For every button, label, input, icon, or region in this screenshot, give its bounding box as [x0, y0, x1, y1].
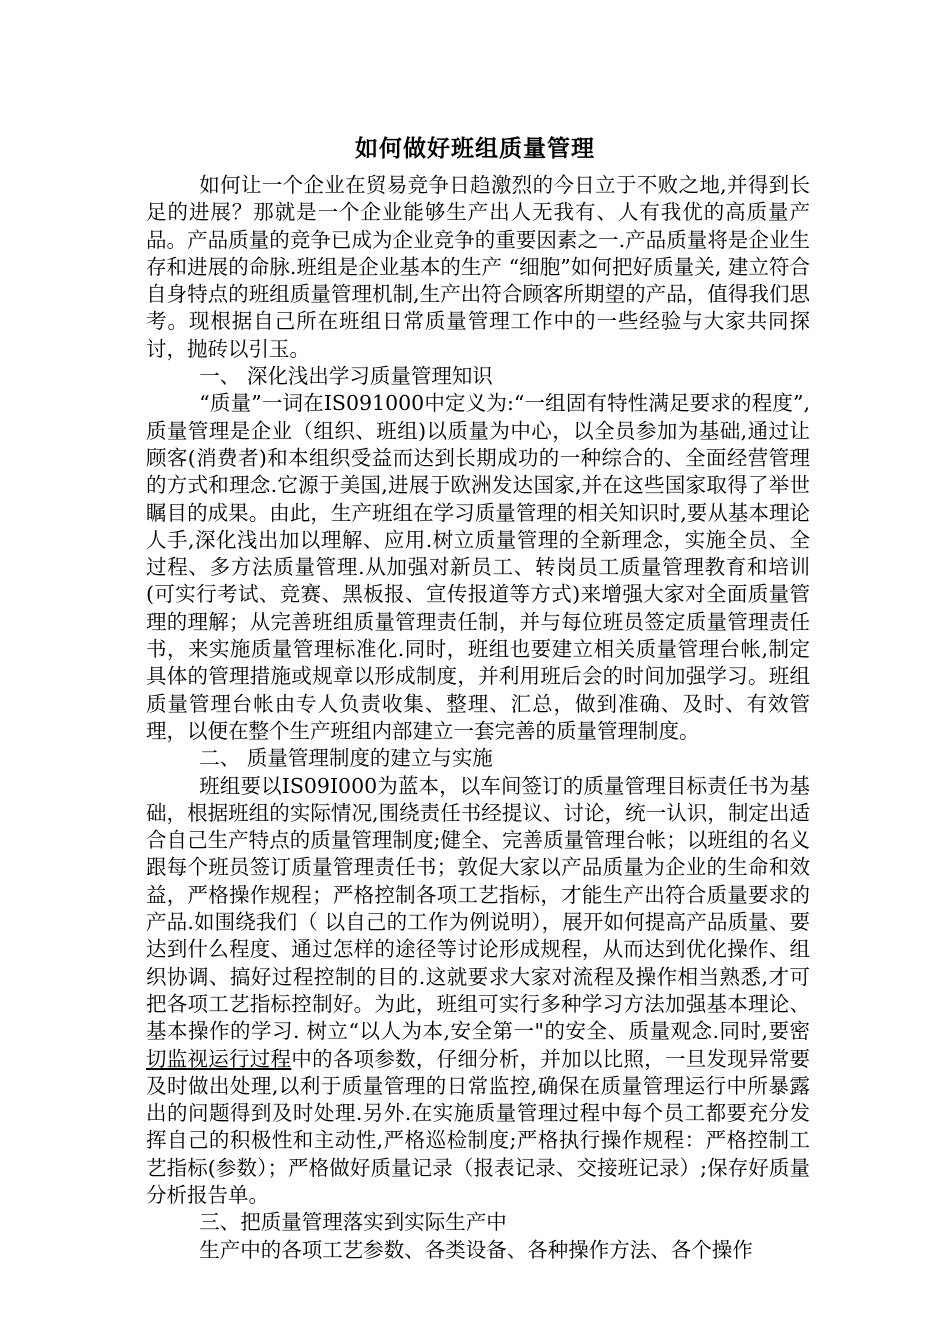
paragraph-section-3: 生产中的各项工艺参数、各类设备、各种操作方法、各个操作 [199, 1237, 753, 1262]
paragraph-section-2-part-2: 中的各项参数，仔细分析，并加以比照，一旦发现异常要及时做出处理,以利于质量管理的日常监控,确保在质量管理运行中所暴露出的问题得到及时处理.另外.在实施质量管理过程中每个员工都要充分发挥自己的积极性和主动性,严格巡检制度;严格执行操作规程：严格控制工艺指标(参数）；严格做好质量记录（报表记录、交接班记录）;保存好质量分析报告单。 [146, 1046, 811, 1207]
document-title: 如何做好班组质量管理 [355, 135, 595, 162]
paragraph-section-2-part-1: 班组要以IS09I000为蓝本，以车间签订的质量管理目标责任书为基础，根据班组的实际情况,围绕责任书经提议、讨论，统一认识，制定出适合自己生产特点的质量管理制度;健全、完善质量管理台帐；以班组的名义跟每个班员签订质量管理责任书；敦促大家以产品质量为企业的生命和效益，严格操作规程；严格控制各项工艺指标，才能生产出符合质量要求的产品.如围绕我们（ 以自己的工作为例说明），展开如何提高产品质量、要达到什么程度、通过怎样的途径等讨论形成规程，从而达到优化操作、组织协调、搞好过程控制的目的.这就要求大家对流程及操作相当熟悉,才可把各项工艺指标控制好。为此，班组可实行多种学习方法加强基本理论、基本操作的学习. 树立“以人为本,安全第一"的安全、质量观念.同时,要密 [146, 773, 810, 1044]
paragraph-intro: 如何让一个企业在贸易竞争日趋激烈的今日立于不败之地,并得到长足的进展？那就是一个企业能够生产出人无我有、人有我优的高质量产品。产品质量的竞争已成为企业竞争的重要因素之一.产品质量将是企业生存和进展的命脉.班组是企业基本的生产 “细胞”如何把好质量关, 建立符合自身特点的班组质量管理机制,生产出符合顾客所期望的产品，值得我们思考。现根据自己所在班组日常质量管理工作中的一些经验与大家共同探讨，抛砖以引玉。 [146, 173, 810, 361]
paragraph-section-2 [146, 773, 810, 1210]
section-heading-2: 二、 质量管理制度的建立与实施 [199, 746, 493, 771]
section-heading-1: 一、 深化浅出学习质量管理知识 [199, 364, 493, 389]
section-heading-3: 三、把质量管理落实到实际生产中 [199, 1210, 507, 1235]
underlined-phrase: 切监视运行过程 [146, 1046, 292, 1071]
paragraph-section-1: “质量”一词在IS091000中定义为:“一组固有特性满足要求的程度”,质量管理是企业（组织、班组)以质量为中心，以全员参加为基础,通过让顾客(消费者)和本组织受益而达到长期成功的一种综合的、全面经营管理的方式和理念.它源于美国,进展于欧洲发达国家,并在这些国家取得了举世瞩目的成果。由此，生产班组在学习质量管理的相关知识时,要从基本理论人手,深化浅出加以理解、应用.树立质量管理的全新理念，实施全员、全过程、多方法质量管理.从加强对新员工、转岗员工质量管理教育和培训(可实行考试、竞赛、黑板报、宣传报道等方式)来增强大家对全面质量管理的理解；从完善班组质量管理责任制，并与每位班员签定质量管理责任书，来实施质量管理标准化.同时，班组也要建立相关质量管理台帐,制定具体的管理措施或规章以形成制度，并利用班后会的时间加强学习。班组质量管理台帐由专人负责收集、整理、汇总，做到准确、及时、有效管理，以便在整个生产班组内部建立一套完善的质量管理制度。 [146, 391, 810, 743]
document-body [146, 172, 810, 1264]
